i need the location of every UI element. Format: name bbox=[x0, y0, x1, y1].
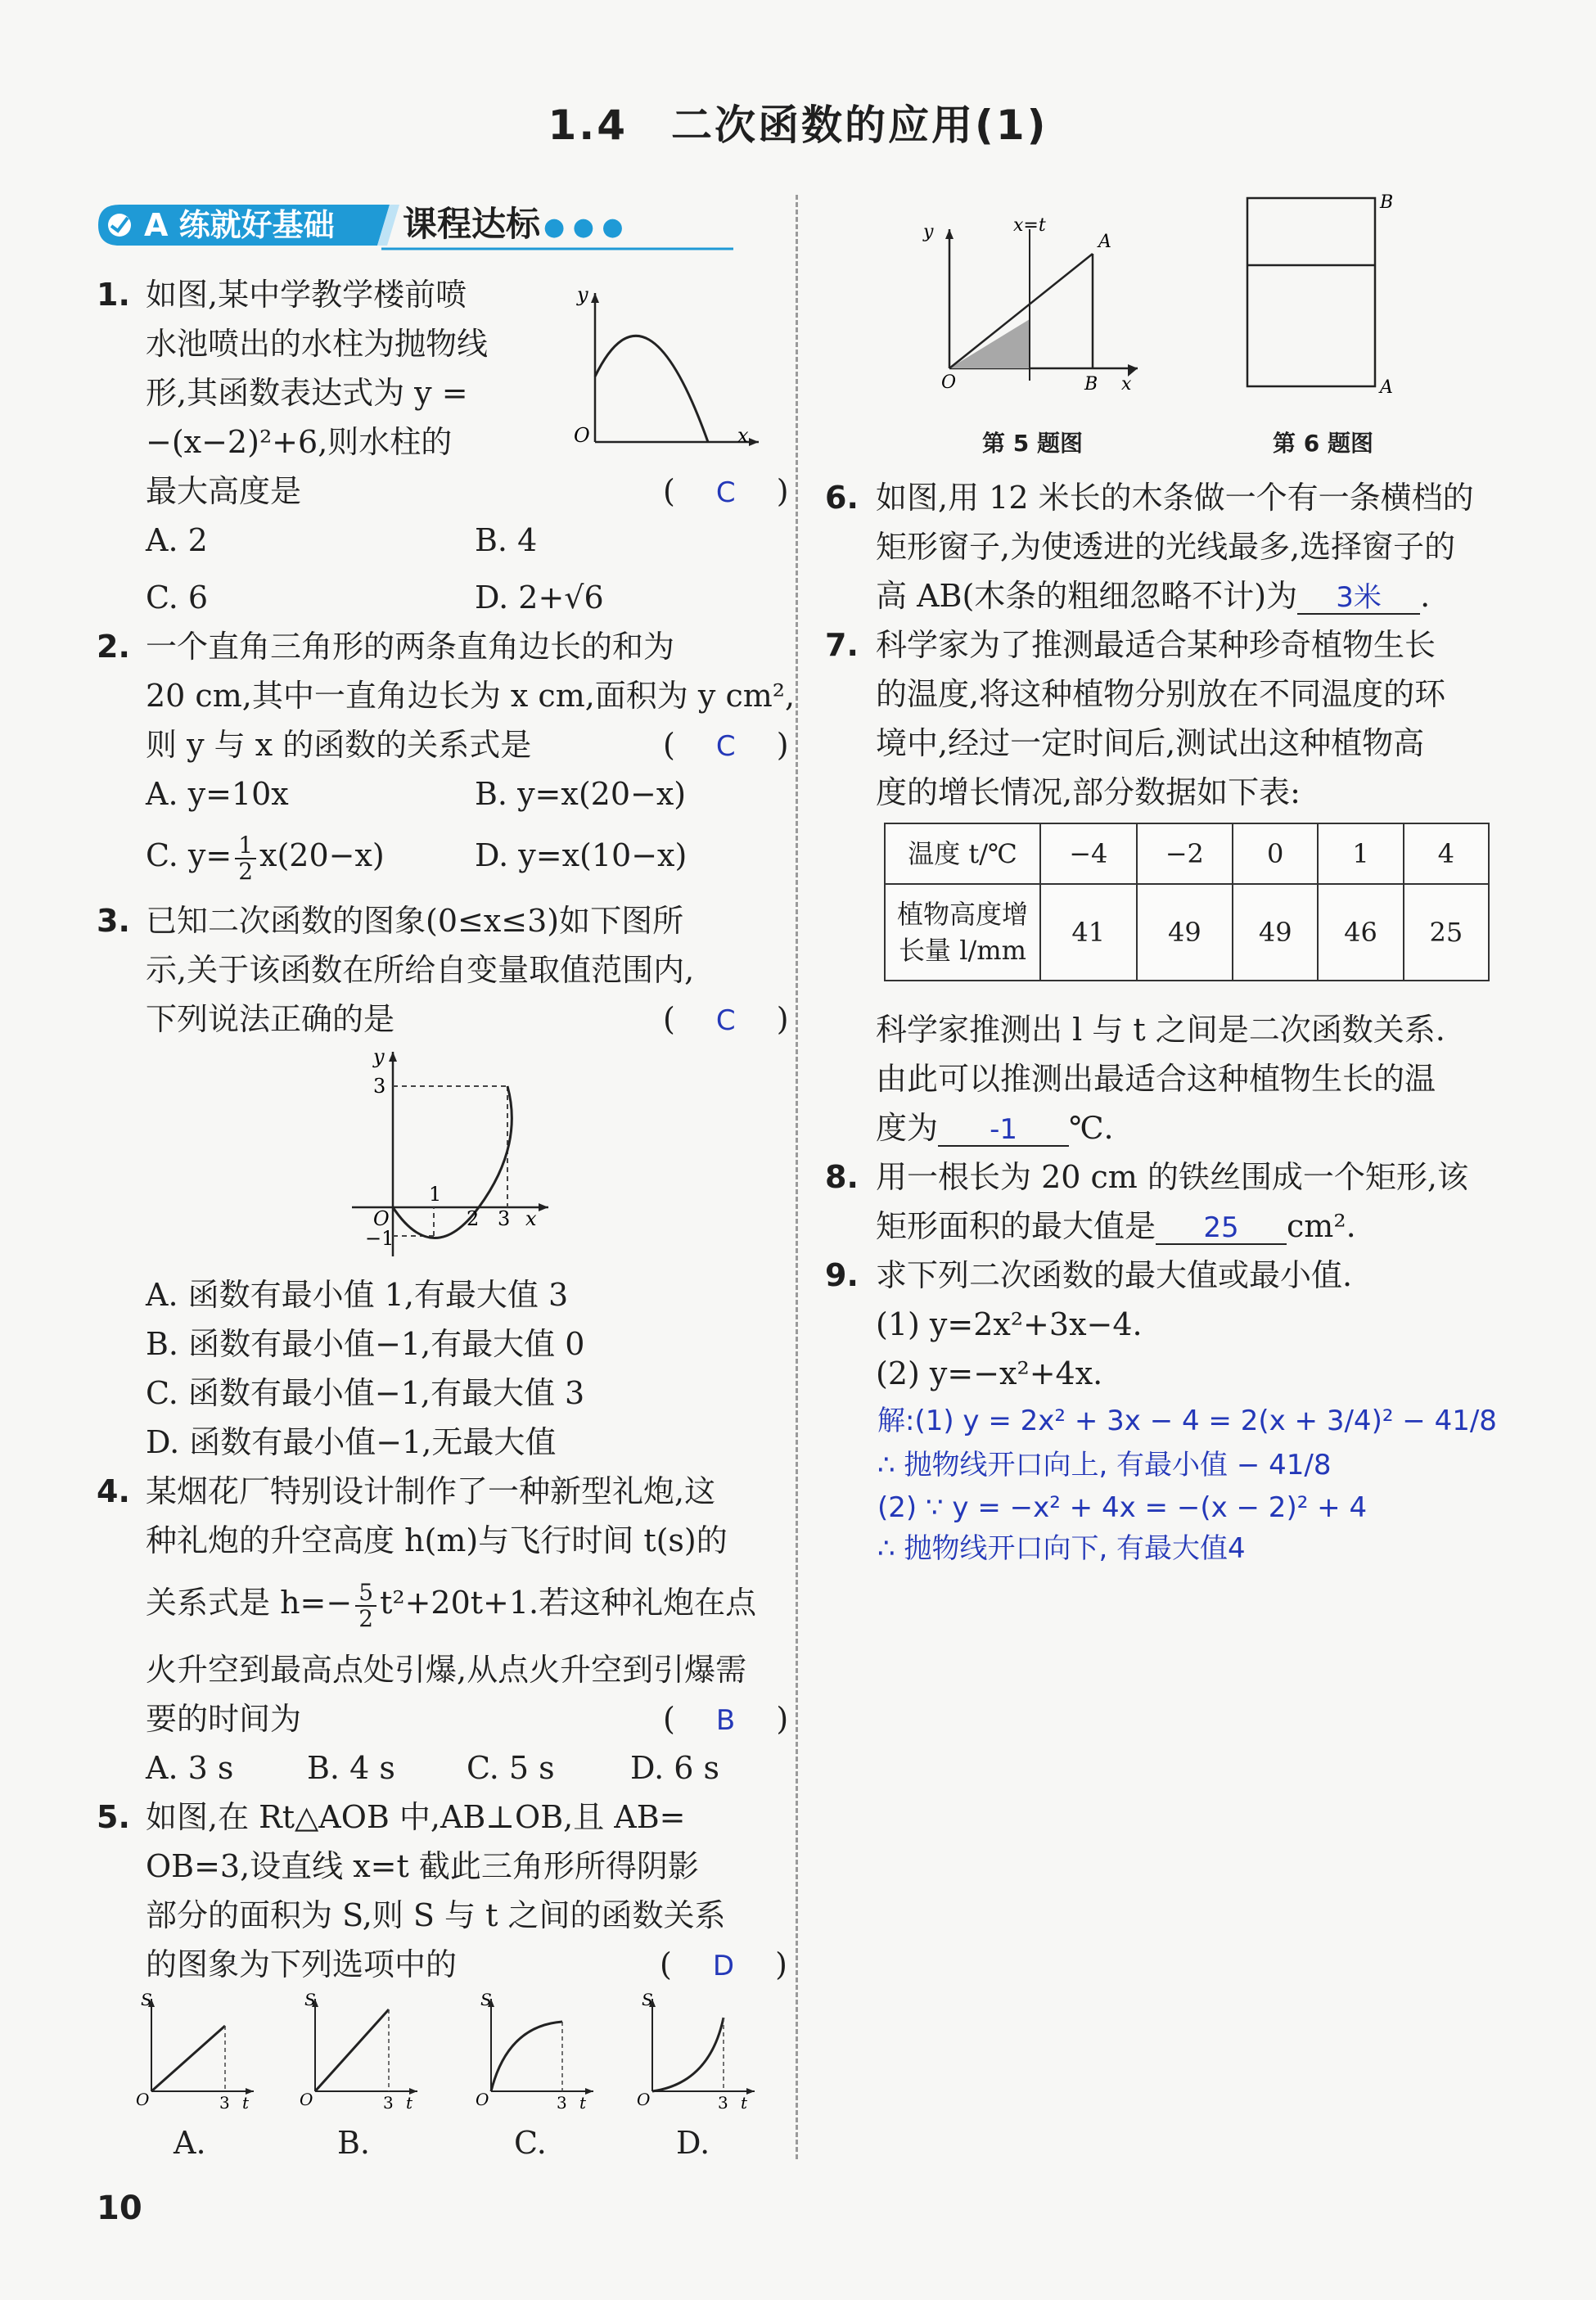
q1-line-4: −(x−2)²+6,则水柱的 bbox=[146, 424, 453, 460]
q2-option-b: B. y=x(20−x) bbox=[475, 776, 687, 812]
q7-line-4: 度的增长情况,部分数据如下表: bbox=[876, 774, 1301, 810]
q3-option-b: B. 函数有最小值−1,有最大值 0 bbox=[146, 1326, 585, 1362]
q5-option-b: B. bbox=[337, 2125, 371, 2161]
q1-option-d: D. 2+√6 bbox=[475, 580, 604, 616]
svg-text:S: S bbox=[141, 1990, 152, 2009]
table-cell: −4 bbox=[1040, 823, 1137, 884]
table-cell: 49 bbox=[1233, 884, 1318, 981]
svg-text:t: t bbox=[741, 2093, 748, 2112]
table-cell: 4 bbox=[1404, 823, 1489, 884]
q3-graph-figure bbox=[344, 1044, 557, 1265]
q9-solution-1: 解:(1) y = 2x² + 3x − 4 = 2(x + 3/4)² − 41/8 bbox=[877, 1405, 1497, 1437]
q3-fig-2-label: 2 bbox=[467, 1207, 480, 1230]
fig6-window-figure bbox=[1236, 190, 1416, 403]
q1-fig-o-label: O bbox=[574, 424, 590, 447]
q5-line-4: 的图象为下列选项中的 bbox=[146, 1946, 458, 1982]
page-title: 1.4 二次函数的应用(1) bbox=[548, 101, 1048, 149]
q9-solution-2: ∴ 抛物线开口向上, 有最小值 − 41/8 bbox=[877, 1449, 1332, 1481]
q5-graph-c bbox=[471, 1989, 602, 2112]
q1-option-a: A. 2 bbox=[146, 522, 208, 558]
q4-answer-bracket: ( B ) bbox=[663, 1701, 789, 1737]
q7-number: 7. bbox=[825, 627, 859, 663]
svg-text:O: O bbox=[941, 372, 957, 393]
q5-graph-d bbox=[632, 1989, 763, 2112]
q3-fig-3x-label: 3 bbox=[498, 1207, 511, 1230]
q7-data-table bbox=[884, 823, 1490, 981]
table-cell: 0 bbox=[1233, 823, 1318, 884]
table-cell-header: 温度 t/℃ bbox=[885, 823, 1040, 884]
svg-text:O: O bbox=[300, 2090, 313, 2109]
q3-fig-3y-label: 3 bbox=[373, 1075, 386, 1098]
table-cell-header: 植物高度增 长量 l/mm bbox=[885, 884, 1040, 981]
svg-text:S: S bbox=[642, 1990, 653, 2009]
q7-after-2: 由此可以推测出最适合这种植物生长的温 bbox=[876, 1061, 1436, 1097]
q1-line-2: 水池喷出的水柱为抛物线 bbox=[146, 326, 489, 362]
q1-answer-bracket: ( C ) bbox=[663, 473, 789, 509]
q4-fraction: $\frac{5}{2}$ bbox=[355, 1581, 376, 1631]
svg-text:O: O bbox=[136, 2090, 150, 2109]
q8-line-2: 矩形面积的最大值是 25 cm². bbox=[876, 1208, 1356, 1244]
q3-option-c: C. 函数有最小值−1,有最大值 3 bbox=[146, 1375, 585, 1411]
q4-option-d: D. 6 s bbox=[630, 1750, 720, 1786]
q5-option-a: A. bbox=[174, 2125, 206, 2161]
q3-line-1: 已知二次函数的图象(0≤x≤3)如下图所 bbox=[146, 903, 684, 939]
q5-option-c: C. bbox=[514, 2125, 547, 2161]
q3-fig-neg1-label: −1 bbox=[365, 1227, 394, 1250]
q1-line-5: 最大高度是 bbox=[146, 473, 302, 509]
fig6-caption: 第 6 题图 bbox=[1273, 430, 1373, 457]
svg-text:x=t: x=t bbox=[1013, 215, 1046, 236]
q2-option-c bbox=[146, 831, 385, 884]
q6-line-3: 高 AB(木条的粗细忽略不计)为 3米 . bbox=[876, 578, 1431, 614]
q3-line-2: 示,关于该函数在所给自变量取值范围内, bbox=[146, 952, 695, 988]
q5-line-2: OB=3,设直线 x=t 截此三角形所得阴影 bbox=[146, 1848, 699, 1884]
q5-line-3: 部分的面积为 S,则 S 与 t 之间的函数关系 bbox=[146, 1897, 726, 1933]
q7-after-3: 度为 -1 ℃. bbox=[876, 1110, 1114, 1146]
q3-number: 3. bbox=[97, 903, 130, 939]
q1-number: 1. bbox=[97, 277, 130, 313]
table-cell: 1 bbox=[1318, 823, 1403, 884]
q9-solution-4: ∴ 抛物线开口向下, 有最大值4 bbox=[877, 1532, 1246, 1565]
svg-text:B: B bbox=[1380, 192, 1394, 213]
q5-graph-b bbox=[295, 1989, 426, 2112]
q4-option-c: C. 5 s bbox=[467, 1750, 555, 1786]
svg-text:S: S bbox=[304, 1990, 316, 2009]
q7-after-1: 科学家推测出 l 与 t 之间是二次函数关系. bbox=[876, 1012, 1445, 1048]
section-dots-icon: ● ● ● bbox=[543, 213, 624, 241]
q3-answer: C bbox=[715, 1004, 736, 1037]
q3-fig-o-label: O bbox=[373, 1207, 390, 1230]
svg-text:x: x bbox=[1121, 374, 1132, 395]
svg-text:A: A bbox=[1380, 377, 1393, 398]
table-row bbox=[885, 884, 1489, 981]
svg-text:t: t bbox=[579, 2093, 587, 2112]
q8-line-1: 用一根长为 20 cm 的铁丝围成一个矩形,该 bbox=[876, 1159, 1468, 1195]
q2-line-1: 一个直角三角形的两条直角边长的和为 bbox=[146, 629, 675, 665]
q1-line-3: 形,其函数表达式为 y = bbox=[146, 375, 468, 411]
fig5-triangle-figure bbox=[908, 205, 1146, 401]
q9-line-1: 求下列二次函数的最大值或最小值. bbox=[876, 1257, 1353, 1293]
q9-line-2: (1) y=2x²+3x−4. bbox=[876, 1306, 1143, 1342]
svg-text:t: t bbox=[406, 2093, 413, 2112]
q3-fig-x-label: x bbox=[525, 1207, 537, 1230]
svg-text:3: 3 bbox=[718, 2093, 728, 2112]
q6-line-2: 矩形窗子,为使透进的光线最多,选择窗子的 bbox=[876, 529, 1456, 565]
svg-text:B: B bbox=[1084, 374, 1098, 395]
svg-text:A: A bbox=[1098, 232, 1111, 252]
q1-option-b: B. 4 bbox=[475, 522, 538, 558]
q4-line-1: 某烟花厂特别设计制作了一种新型礼炮,这 bbox=[146, 1473, 716, 1509]
q3-option-d: D. 函数有最小值−1,无最大值 bbox=[146, 1424, 557, 1460]
q4-option-b: B. 4 s bbox=[307, 1750, 395, 1786]
q3-fig-1-label: 1 bbox=[429, 1183, 442, 1206]
q2-line-3: 则 y 与 x 的函数的关系式是 bbox=[146, 727, 532, 763]
q2-number: 2. bbox=[97, 629, 130, 665]
q9-number: 9. bbox=[825, 1257, 859, 1293]
q5-number: 5. bbox=[97, 1799, 130, 1835]
section-badge: A 练就好基础 bbox=[144, 207, 335, 243]
svg-text:O: O bbox=[637, 2090, 651, 2109]
table-cell: −2 bbox=[1137, 823, 1233, 884]
q6-answer: 3米 bbox=[1336, 581, 1382, 614]
q2-line-2: 20 cm,其中一直角边长为 x cm,面积为 y cm², bbox=[146, 678, 796, 714]
q1-fig-y-label: y bbox=[577, 283, 588, 306]
q9-line-3: (2) y=−x²+4x. bbox=[876, 1355, 1103, 1391]
q2-option-c-prefix: C. y= bbox=[146, 837, 232, 873]
q4-line-5: 火升空到最高点处引爆,从点火升空到引爆需 bbox=[146, 1652, 747, 1688]
table-cell: 25 bbox=[1404, 884, 1489, 981]
q7-line-3: 境中,经过一定时间后,测试出这种植物高 bbox=[876, 725, 1425, 761]
table-cell: 41 bbox=[1040, 884, 1137, 981]
q1-answer: C bbox=[715, 476, 736, 509]
q5-graph-a bbox=[131, 1989, 262, 2112]
q3-fig-y-label: y bbox=[373, 1045, 385, 1068]
q2-answer-bracket: ( C ) bbox=[663, 727, 789, 763]
q3-option-a: A. 函数有最小值 1,有最大值 3 bbox=[146, 1277, 569, 1313]
table-cell: 49 bbox=[1137, 884, 1233, 981]
q1-fig-x-label: x bbox=[737, 424, 749, 447]
page-number: 10 bbox=[97, 2190, 142, 2227]
q2-option-c-fraction: $\frac{1}{2}$ bbox=[235, 833, 256, 884]
q1-line-1: 如图,某中学教学楼前喷 bbox=[146, 277, 467, 313]
q4-number: 4. bbox=[97, 1473, 130, 1509]
q7-line-2: 的温度,将这种植物分别放在不同温度的环 bbox=[876, 676, 1446, 712]
q4-line-2: 种礼炮的升空高度 h(m)与飞行时间 t(s)的 bbox=[146, 1522, 728, 1558]
q2-option-d: D. y=x(10−x) bbox=[475, 837, 688, 873]
svg-text:O: O bbox=[476, 2090, 489, 2109]
q2-answer: C bbox=[715, 730, 736, 763]
column-divider bbox=[796, 195, 798, 2159]
q6-number: 6. bbox=[825, 480, 859, 516]
q7-line-1: 科学家为了推测最适合某种珍奇植物生长 bbox=[876, 627, 1436, 663]
q9-solution-3: (2) ∵ y = −x² + 4x = −(x − 2)² + 4 bbox=[877, 1491, 1368, 1524]
q4-answer: B bbox=[715, 1704, 736, 1737]
q1-parabola-figure bbox=[544, 278, 765, 458]
q3-answer-bracket: ( C ) bbox=[663, 1001, 789, 1037]
section-title: 课程达标 bbox=[403, 204, 541, 244]
q5-answer: D bbox=[712, 1950, 735, 1982]
q2-option-a: A. y=10x bbox=[146, 776, 289, 812]
fig5-caption: 第 5 题图 bbox=[982, 430, 1083, 457]
svg-text:t: t bbox=[242, 2093, 250, 2112]
q8-answer: 25 bbox=[1203, 1211, 1239, 1244]
table-row bbox=[885, 823, 1489, 884]
q2-option-c-rest: x(20−x) bbox=[259, 837, 385, 873]
svg-text:y: y bbox=[923, 222, 934, 242]
q4-option-a: A. 3 s bbox=[146, 1750, 234, 1786]
q6-line-1: 如图,用 12 米长的木条做一个有一条横档的 bbox=[876, 480, 1474, 516]
svg-text:3: 3 bbox=[219, 2093, 230, 2112]
q4-line-6: 要的时间为 bbox=[146, 1701, 302, 1737]
q8-number: 8. bbox=[825, 1159, 859, 1195]
q5-answer-bracket: ( D ) bbox=[660, 1946, 787, 1982]
q4-line-3: 关系式是 h=− $\frac{5}{2}$ t²+20t+1.若这种礼炮在点 bbox=[146, 1578, 757, 1632]
q3-line-3: 下列说法正确的是 bbox=[146, 1001, 395, 1037]
q5-line-1: 如图,在 Rt△AOB 中,AB⊥OB,且 AB= bbox=[146, 1799, 686, 1835]
svg-text:3: 3 bbox=[557, 2093, 567, 2112]
q7-answer: -1 bbox=[990, 1113, 1017, 1146]
table-cell: 46 bbox=[1318, 884, 1403, 981]
svg-text:S: S bbox=[480, 1990, 492, 2009]
q5-option-d: D. bbox=[676, 2125, 710, 2161]
q1-option-c: C. 6 bbox=[146, 580, 209, 616]
svg-text:3: 3 bbox=[383, 2093, 394, 2112]
